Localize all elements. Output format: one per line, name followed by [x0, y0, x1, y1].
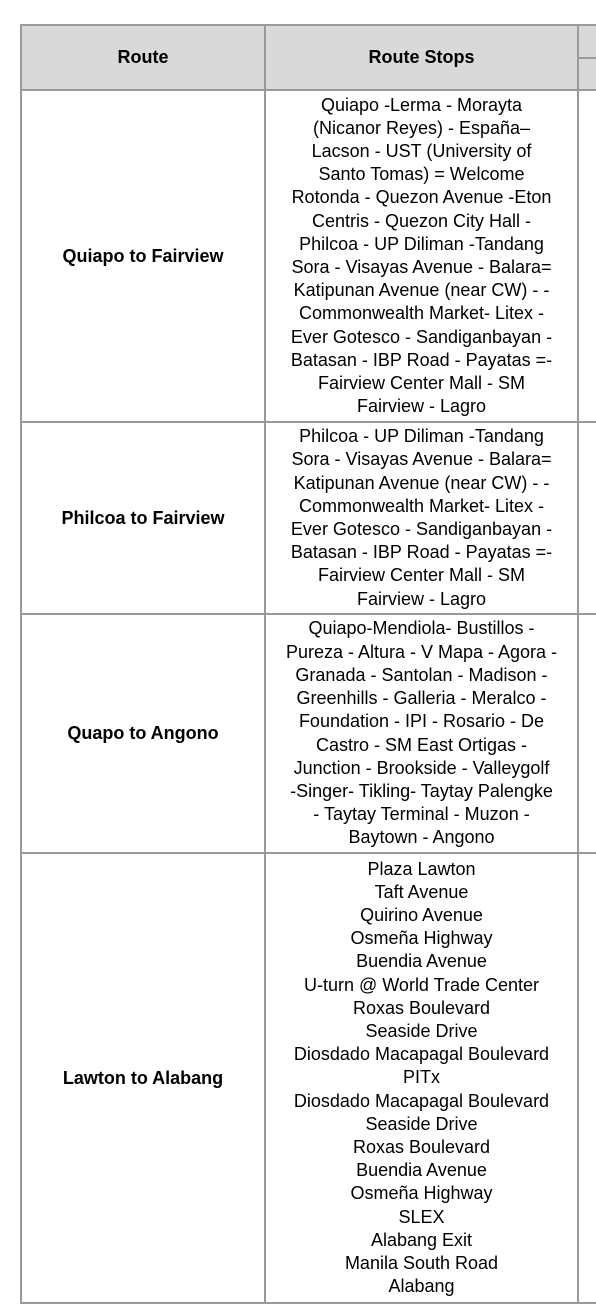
route-name-cell: Philcoa to Fairview	[21, 422, 265, 614]
table-row	[21, 422, 596, 614]
route-stop-line: U-turn @ World Trade Center	[303, 974, 540, 995]
route-stop-line: Batasan - IBP Road - Payatas =-	[290, 349, 553, 370]
cropped-cell	[578, 422, 596, 614]
route-stop-line: Seaside Drive	[365, 1020, 478, 1041]
route-stop-line: Diosdado Macapagal Boulevard	[293, 1044, 550, 1065]
route-stop-line: Ever Gotesco - Sandiganbayan -	[290, 326, 553, 347]
route-stop-line: Fairview Center Mall - SM	[317, 565, 526, 586]
routes-table	[20, 24, 596, 1304]
route-stop-line: Ever Gotesco - Sandiganbayan -	[290, 519, 553, 539]
route-stop-line: Diosdado Macapagal Boulevard	[293, 1090, 550, 1111]
route-stop-line: Fairview - Lagro	[356, 588, 487, 609]
header-split-line	[579, 57, 596, 59]
route-stop-line: Sora - Visayas Avenue - Balara=	[291, 257, 552, 277]
route-name-cell: Quiapo to Fairview	[21, 90, 265, 422]
route-stop-line: (Nicanor Reyes) - España–	[312, 117, 531, 138]
route-column-header: Route	[21, 25, 265, 90]
table-row	[21, 853, 596, 1303]
route-stop-line: Commonwealth Market- Litex -	[298, 303, 545, 324]
route-stops-column-header: Route Stops	[265, 25, 578, 90]
route-stop-line: Buendia Avenue	[356, 1160, 487, 1181]
route-stop-line: Batasan - IBP Road - Payatas =-	[290, 542, 553, 563]
route-stop-line: Junction - Brookside - Valleygolf	[293, 757, 550, 778]
route-stop-line: Sora - Visayas Avenue - Balara=	[291, 449, 552, 470]
route-name-cell: Quapo to Angono	[21, 614, 265, 853]
route-stop-line: Katipunan Avenue (near CW) - -	[293, 280, 550, 301]
route-stop-line: Baytown - Angono	[348, 827, 495, 848]
route-stop-line: Manila South Road	[344, 1253, 499, 1274]
cropped-column-header	[578, 25, 596, 90]
route-stops-cell	[265, 422, 578, 614]
route-stop-line: Roxas Boulevard	[352, 1137, 491, 1157]
route-stop-line: Fairview Center Mall - SM	[317, 373, 526, 394]
route-stop-line: Centris - Quezon City Hall -	[311, 210, 532, 231]
route-stop-line: Osmeña Highway	[350, 928, 493, 949]
cropped-cell	[578, 614, 596, 853]
route-stop-line: Lacson - UST (University of	[311, 140, 532, 161]
route-stop-line: Buendia Avenue	[356, 951, 487, 972]
route-stop-line: - Taytay Terminal - Muzon -	[313, 804, 530, 825]
route-stop-line: Seaside Drive	[365, 1113, 478, 1134]
route-stop-line: Fairview - Lagro	[356, 396, 487, 417]
route-stop-line: Katipunan Avenue (near CW) - -	[293, 472, 550, 493]
route-stop-line: Plaza Lawton	[367, 858, 476, 879]
route-stop-line: Foundation - IPI - Rosario - De	[298, 711, 545, 732]
route-stop-line: SLEX	[398, 1206, 445, 1227]
table-row	[21, 614, 596, 853]
route-stop-line: Rotonda - Quezon Avenue -Eton	[291, 187, 552, 208]
table-row	[21, 90, 596, 422]
route-stop-line: Quiapo-Mendiola- Bustillos -	[308, 618, 535, 639]
route-stop-line: Santo Tomas) = Welcome	[318, 164, 525, 185]
route-stop-line: Osmeña Highway	[350, 1183, 493, 1204]
route-stop-line: Philcoa - UP Diliman -Tandang	[299, 233, 544, 254]
route-stop-line: Castro - SM East Ortigas -	[315, 734, 528, 755]
route-stop-line: Roxas Boulevard	[352, 997, 491, 1018]
route-stop-line: PITx	[402, 1067, 440, 1088]
route-stops-cell	[265, 853, 578, 1303]
route-stop-line: Greenhills - Galleria - Meralco -	[296, 688, 547, 709]
route-stop-line: Quiapo -Lerma - Morayta	[320, 94, 523, 115]
route-stop-line: Pureza - Altura - V Mapa - Agora -	[285, 641, 558, 662]
route-stops-cell	[265, 614, 578, 853]
route-stop-line: Alabang	[388, 1276, 455, 1297]
route-stop-line: Quirino Avenue	[360, 904, 483, 925]
cropped-cell	[578, 853, 596, 1303]
table-header-row	[21, 25, 596, 90]
route-stop-line: Commonwealth Market- Litex -	[298, 495, 545, 516]
route-stop-line: Taft Avenue	[374, 881, 469, 902]
route-stop-line: Granada - Santolan - Madison -	[295, 664, 548, 685]
route-stop-line: Alabang Exit	[370, 1229, 473, 1250]
cropped-cell	[578, 90, 596, 422]
route-stops-cell	[265, 90, 578, 422]
route-stop-line: Philcoa - UP Diliman -Tandang	[299, 426, 544, 447]
route-stop-line: -Singer- Tikling- Taytay Palengke	[290, 780, 553, 801]
route-name-cell: Lawton to Alabang	[21, 853, 265, 1303]
